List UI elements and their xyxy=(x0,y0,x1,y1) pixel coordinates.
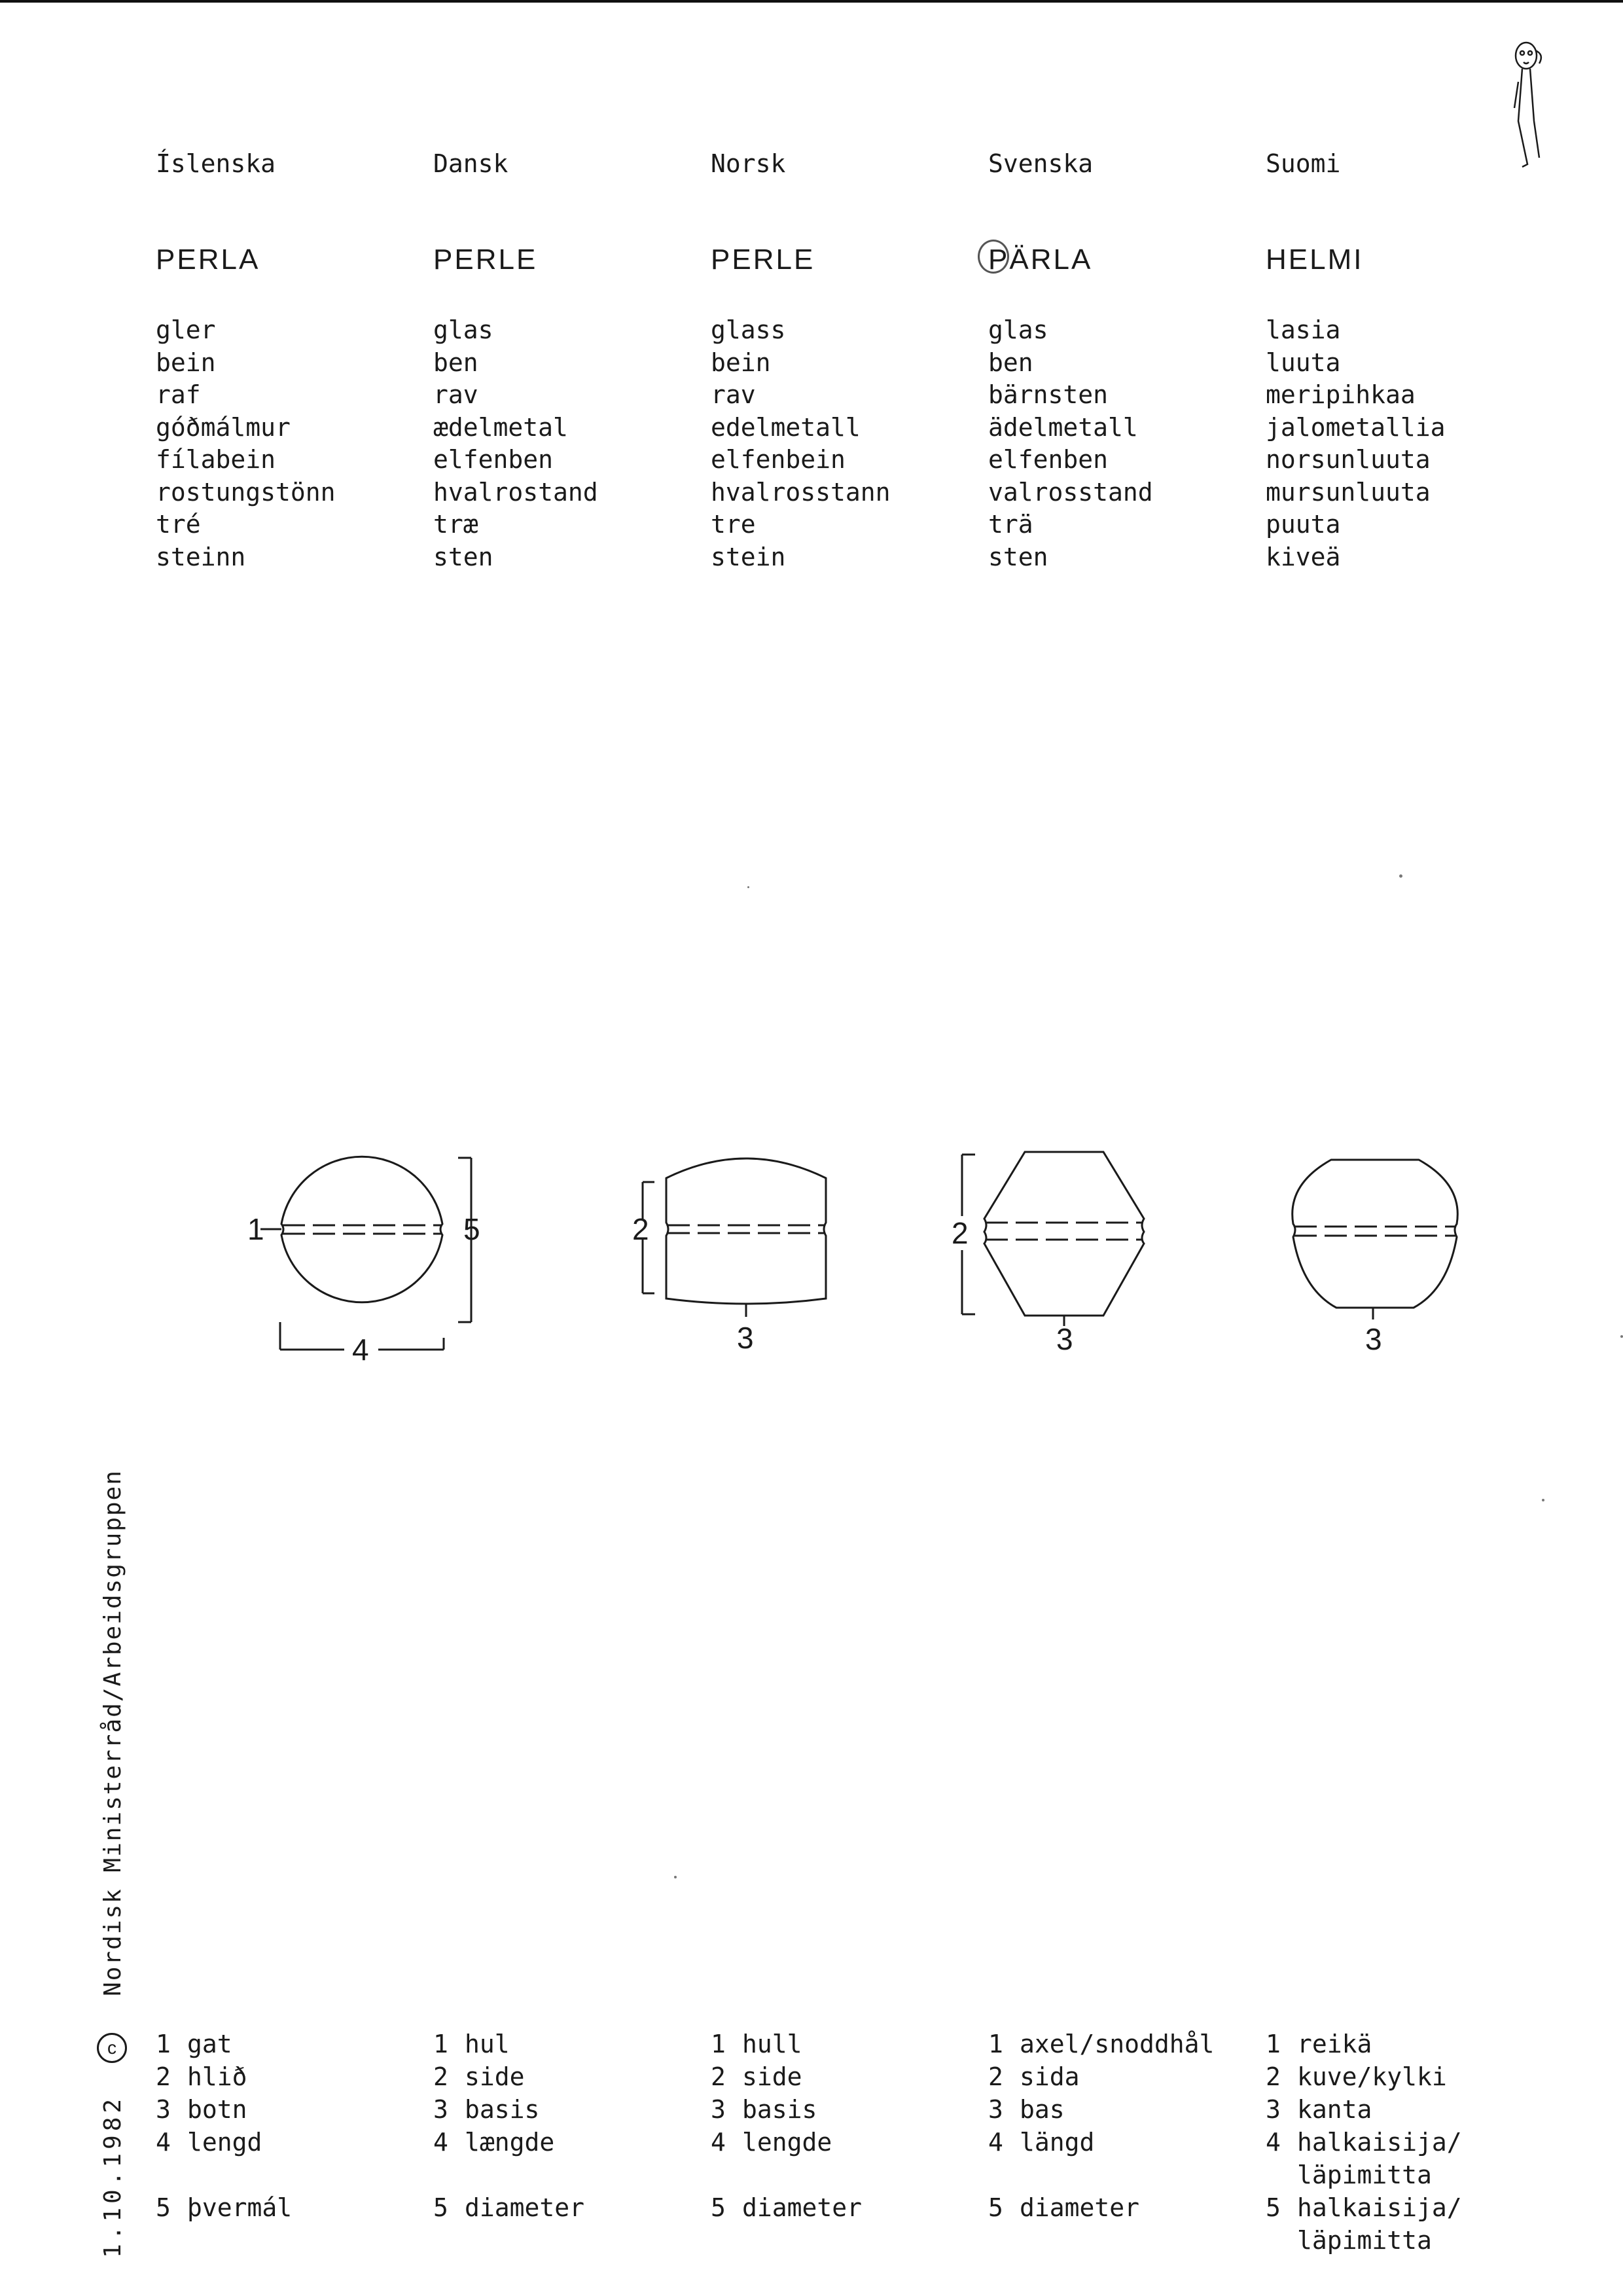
stick-figure-doodle xyxy=(1499,36,1558,173)
material-item: glas xyxy=(433,315,493,344)
material-list xyxy=(988,314,1153,573)
part-item: 5 diameter xyxy=(988,2193,1140,2222)
material-item: ben xyxy=(433,348,478,377)
part-item: 5 diameter xyxy=(711,2193,863,2222)
part-item: 5 diameter xyxy=(433,2193,585,2222)
scan-speck xyxy=(1399,874,1402,878)
material-item: mursunluuta xyxy=(1266,477,1431,507)
parts-list xyxy=(156,2028,292,2224)
date-text: 1.10.1982 xyxy=(99,2094,126,2258)
material-item: bein xyxy=(156,348,216,377)
copyright-symbol: c xyxy=(97,2033,127,2063)
language-label: Íslenska xyxy=(156,149,276,178)
label-diameter-5: 5 xyxy=(463,1212,480,1246)
part-item: 4 lengd xyxy=(156,2128,262,2157)
part-item: 4 halkaisija/ läpimitta xyxy=(1266,2128,1462,2189)
material-item: lasia xyxy=(1266,315,1341,344)
label-base-3: 3 xyxy=(1056,1322,1073,1356)
bead-round-dimensioned xyxy=(260,1157,471,1350)
material-item: góðmálmur xyxy=(156,412,291,442)
part-item: 1 reikä xyxy=(1266,2030,1372,2058)
bead-diagrams xyxy=(0,1113,1623,1401)
part-item: 1 gat xyxy=(156,2030,232,2058)
material-item: gler xyxy=(156,315,216,344)
material-item: kiveä xyxy=(1266,542,1341,571)
parts-list xyxy=(988,2028,1214,2224)
label-side-2: 2 xyxy=(952,1216,969,1250)
material-list xyxy=(156,314,336,573)
material-item: rav xyxy=(433,380,478,409)
material-list xyxy=(711,314,891,573)
label-base-3: 3 xyxy=(1365,1322,1382,1356)
label-side-2: 2 xyxy=(632,1212,649,1246)
bead-barrel xyxy=(643,1158,826,1317)
scan-speck xyxy=(674,1876,677,1878)
part-item: 4 lengde xyxy=(711,2128,832,2157)
material-item: puuta xyxy=(1266,510,1341,539)
part-item: 5 þvermál xyxy=(156,2193,293,2222)
material-item: glass xyxy=(711,315,786,344)
part-item: 3 bas xyxy=(988,2095,1065,2124)
part-item: 5 halkaisija/ läpimitta xyxy=(1266,2193,1462,2255)
part-item: 3 kanta xyxy=(1266,2095,1372,2124)
material-item: bein xyxy=(711,348,771,377)
material-item: luuta xyxy=(1266,348,1341,377)
part-item: 2 kuve/kylki xyxy=(1266,2062,1447,2091)
part-item: 3 basis xyxy=(433,2095,540,2124)
part-item: 1 hul xyxy=(433,2030,510,2058)
language-label: Dansk xyxy=(433,149,508,178)
material-item: jalometallia xyxy=(1266,412,1446,442)
bead-flat-round xyxy=(1293,1160,1458,1319)
material-item: sten xyxy=(988,542,1048,571)
material-item: steinn xyxy=(156,542,246,571)
part-item: 4 længde xyxy=(433,2128,555,2157)
language-label: Norsk xyxy=(711,149,786,178)
material-item: elfenbein xyxy=(711,445,846,474)
language-label: Suomi xyxy=(1266,149,1341,178)
material-item: glas xyxy=(988,315,1048,344)
bead-bicone xyxy=(962,1152,1144,1326)
part-item: 1 axel/snoddhål xyxy=(988,2030,1215,2058)
label-hole-1: 1 xyxy=(247,1212,264,1246)
material-item: hvalrostand xyxy=(433,477,598,507)
material-item: trä xyxy=(988,510,1033,539)
part-item: 2 hlið xyxy=(156,2062,247,2091)
scan-speck xyxy=(1620,1335,1623,1338)
language-label: Svenska xyxy=(988,149,1094,178)
material-item: hvalrosstann xyxy=(711,477,891,507)
scan-speck xyxy=(747,886,749,888)
material-item: sten xyxy=(433,542,493,571)
material-item: valrosstand xyxy=(988,477,1153,507)
bead-heading: PÄRLA xyxy=(988,243,1093,276)
material-list xyxy=(433,314,598,573)
bead-heading: PERLA xyxy=(156,243,260,276)
bead-diagram-svg xyxy=(0,1113,1623,1401)
material-item: rav xyxy=(711,380,756,409)
material-item: ædelmetal xyxy=(433,412,568,442)
bead-heading: PERLE xyxy=(711,243,815,276)
material-item: rostungstönn xyxy=(156,477,336,507)
material-item: stein xyxy=(711,542,786,571)
material-list xyxy=(1266,314,1446,573)
material-item: fílabein xyxy=(156,445,276,474)
material-item: elfenben xyxy=(988,445,1109,474)
part-item: 1 hull xyxy=(711,2030,802,2058)
material-item: elfenben xyxy=(433,445,554,474)
part-item: 3 botn xyxy=(156,2095,247,2124)
bead-heading: HELMI xyxy=(1266,243,1364,276)
material-item: ädelmetall xyxy=(988,412,1138,442)
material-item: raf xyxy=(156,380,201,409)
material-item: tre xyxy=(711,510,756,539)
page-top-edge xyxy=(0,0,1623,3)
parts-list xyxy=(433,2028,584,2224)
part-item: 2 side xyxy=(711,2062,802,2091)
publisher-text: Nordisk Ministerråd/Arbeidsgruppen xyxy=(99,1469,126,1996)
material-item: norsunluuta xyxy=(1266,445,1431,474)
part-item: 3 basis xyxy=(711,2095,817,2124)
pen-circle-mark xyxy=(978,240,1009,274)
material-item: ben xyxy=(988,348,1033,377)
parts-list xyxy=(1266,2028,1462,2257)
material-item: meripihkaa xyxy=(1266,380,1416,409)
part-item: 2 side xyxy=(433,2062,525,2091)
material-item: edelmetall xyxy=(711,412,861,442)
scan-speck xyxy=(1542,1499,1544,1501)
material-item: bärnsten xyxy=(988,380,1109,409)
parts-list xyxy=(711,2028,862,2224)
label-length-4: 4 xyxy=(352,1333,369,1367)
material-item: træ xyxy=(433,510,478,539)
part-item: 4 längd xyxy=(988,2128,1095,2157)
part-item: 2 sida xyxy=(988,2062,1080,2091)
material-item: tré xyxy=(156,510,201,539)
label-base-3: 3 xyxy=(737,1321,754,1355)
bead-heading: PERLE xyxy=(433,243,538,276)
